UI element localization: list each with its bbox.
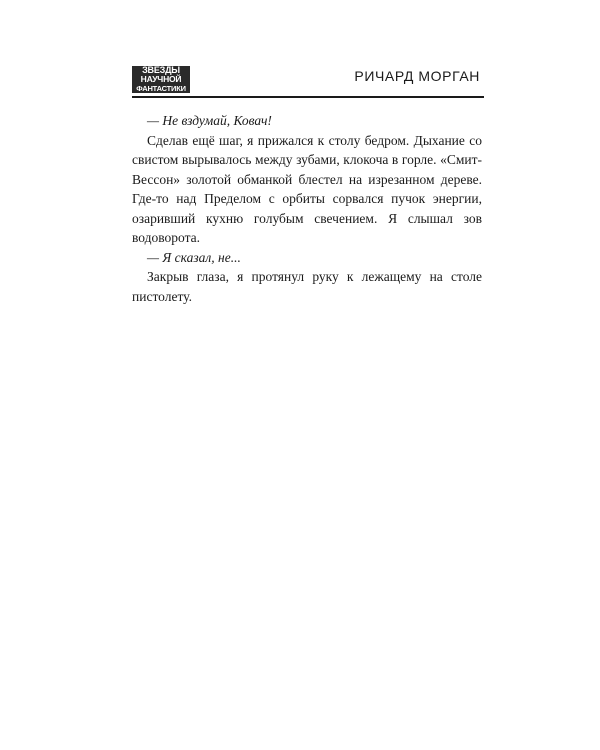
header-rule [132, 96, 484, 98]
page-body [132, 111, 482, 306]
logo-line-3: ФАНТАСТИКИ [136, 84, 186, 93]
running-head-author: РИЧАРД МОРГАН [354, 68, 480, 84]
series-logo [132, 66, 190, 93]
paragraph-dialog-1: — Не вздумай, Ковач! [147, 113, 272, 128]
paragraph-narrative-1: Сделав ещё шаг, я прижался к столу бедром. Дыхание со свистом вырывалось между зубами, клокоча в горле. «Смит-Вессон» золотой обманкой блестел на изрезанном дереве. Где-то над Пределом с орбиты сорвался пучок энергии, озаривший кухню голубым свечением. Я слышал зов водоворота. [132, 132, 482, 245]
logo-line-1: ЗВЁЗДЫ [142, 66, 180, 75]
page-header [132, 60, 484, 98]
paragraph-narrative-2: Закрыв глаза, я протянул руку к лежащему на столе пистолету. [132, 269, 482, 304]
logo-line-2: НАУЧНОЙ [140, 74, 182, 84]
paragraph-dialog-2: — Я сказал, не... [147, 249, 241, 265]
